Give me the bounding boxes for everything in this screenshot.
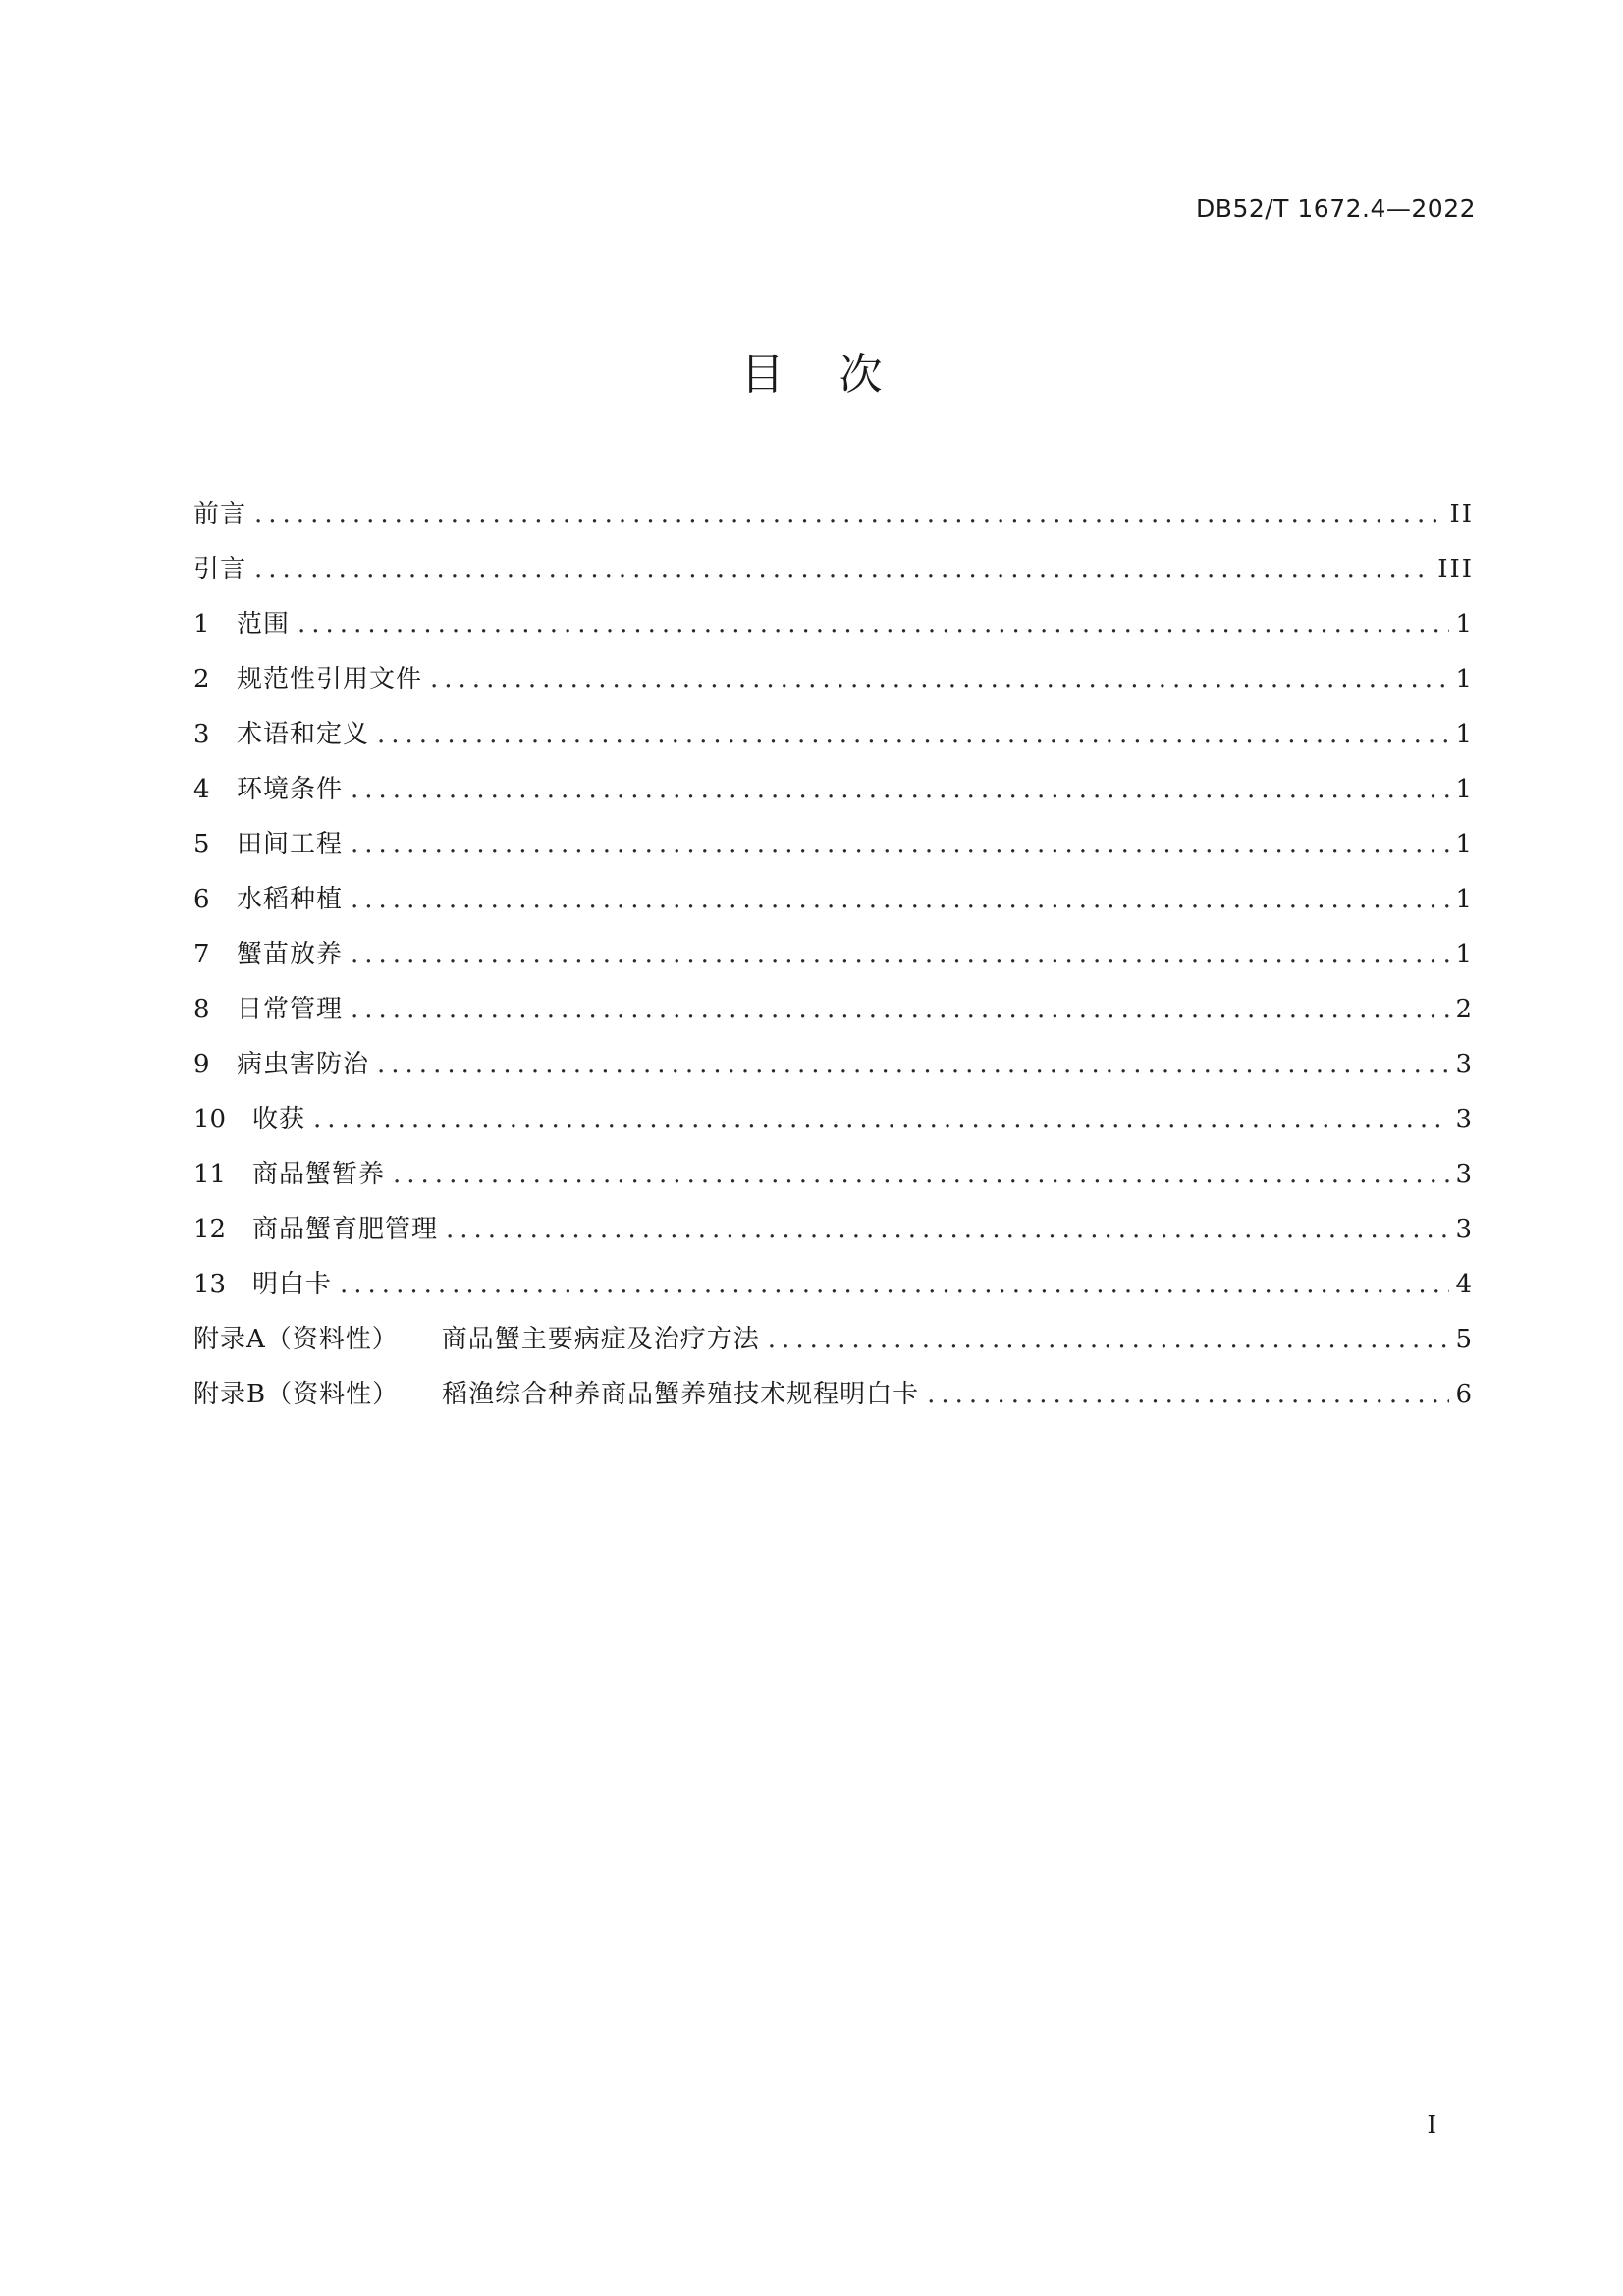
toc-entry-label: 术语和定义	[237, 720, 370, 749]
toc-entry-3[interactable]	[193, 707, 1474, 762]
toc-entry-11[interactable]	[193, 1147, 1474, 1202]
toc-entry-number: 13	[193, 1270, 227, 1299]
toc-entry-9[interactable]	[193, 1037, 1474, 1092]
toc-entry-number: 4	[193, 775, 210, 804]
toc-entry-page: 1	[1455, 610, 1474, 639]
dot-leader	[351, 817, 1449, 872]
toc-entry-number: 1	[193, 610, 210, 639]
dot-leader	[313, 1092, 1449, 1147]
toc-entry-4[interactable]	[193, 762, 1474, 817]
toc-entry-2[interactable]	[193, 652, 1474, 707]
page-number: I	[1427, 2111, 1436, 2139]
toc-entry-page: 1	[1455, 940, 1474, 969]
toc-entry-number: 8	[193, 995, 210, 1024]
toc-entry-label: 稻渔综合种养商品蟹养殖技术规程明白卡	[442, 1380, 920, 1409]
toc-entry-13[interactable]	[193, 1257, 1474, 1312]
toc-entry-label: 范围	[237, 610, 291, 639]
toc-entry-page: 3	[1455, 1160, 1474, 1189]
dot-leader	[393, 1147, 1449, 1202]
toc-entry-page: 4	[1455, 1270, 1474, 1299]
toc-entry-page: 1	[1455, 885, 1474, 914]
toc-entry-7[interactable]	[193, 927, 1474, 982]
dot-leader	[377, 707, 1449, 762]
dot-leader	[377, 1037, 1449, 1092]
toc-entry-page: 5	[1455, 1325, 1474, 1354]
toc-entry-1[interactable]	[193, 597, 1474, 652]
dot-leader	[254, 487, 1443, 542]
dot-leader	[254, 542, 1432, 597]
toc-entry-10[interactable]	[193, 1092, 1474, 1147]
toc-entry-label: 前言	[193, 500, 247, 529]
toc-entry-number: 9	[193, 1050, 210, 1079]
toc-entry-page: II	[1449, 500, 1474, 529]
toc-entry-number: 6	[193, 885, 210, 914]
toc-entry-number: 12	[193, 1215, 227, 1244]
toc-entry-foreword[interactable]	[193, 487, 1474, 542]
dot-leader	[927, 1367, 1449, 1422]
dot-leader	[768, 1312, 1450, 1367]
toc-entry-label: 田间工程	[237, 830, 344, 859]
toc-entry-page: 2	[1455, 995, 1474, 1024]
toc-entry-page: 6	[1455, 1380, 1474, 1409]
toc-entry-page: 1	[1455, 775, 1474, 804]
toc-entry-page: 3	[1455, 1215, 1474, 1244]
toc-entry-page: III	[1437, 555, 1474, 584]
toc-entry-label: 病虫害防治	[237, 1050, 370, 1079]
toc-entry-number: 2	[193, 665, 210, 694]
toc-entry-page: 3	[1455, 1105, 1474, 1134]
toc-entry-page: 1	[1455, 720, 1474, 749]
table-of-contents	[193, 487, 1474, 1422]
toc-entry-label: 水稻种植	[237, 885, 344, 914]
toc-title: 目 次	[740, 350, 883, 400]
toc-entry-page: 1	[1455, 665, 1474, 694]
toc-entry-label: 日常管理	[237, 995, 344, 1024]
dot-leader	[351, 927, 1449, 982]
toc-entry-number: 7	[193, 940, 210, 969]
toc-entry-label: 规范性引用文件	[237, 665, 423, 694]
toc-entry-label: 商品蟹主要病症及治疗方法	[441, 1325, 760, 1354]
toc-entry-page: 3	[1455, 1050, 1474, 1079]
toc-entry-number: 11	[193, 1160, 227, 1189]
toc-entry-8[interactable]	[193, 982, 1474, 1037]
toc-entry-number: 10	[193, 1105, 227, 1134]
toc-entry-number: 3	[193, 720, 210, 749]
toc-entry-label: 明白卡	[252, 1270, 333, 1299]
toc-entry-annex-b[interactable]	[193, 1367, 1474, 1422]
toc-entry-label: 蟹苗放养	[237, 940, 344, 969]
dot-leader	[298, 597, 1449, 652]
toc-annex-prefix: 附录A（资料性）	[193, 1325, 399, 1354]
toc-annex-prefix: 附录B（资料性）	[193, 1380, 400, 1409]
toc-entry-label: 收获	[252, 1105, 306, 1134]
dot-leader	[340, 1257, 1449, 1312]
toc-entry-12[interactable]	[193, 1202, 1474, 1257]
toc-entry-label: 商品蟹暂养	[252, 1160, 386, 1189]
toc-entry-6[interactable]	[193, 872, 1474, 927]
document-code: DB52/T 1672.4—2022	[1196, 194, 1476, 223]
dot-leader	[351, 872, 1449, 927]
toc-entry-introduction[interactable]	[193, 542, 1474, 597]
toc-entry-number: 5	[193, 830, 210, 859]
toc-entry-5[interactable]	[193, 817, 1474, 872]
dot-leader	[351, 982, 1449, 1037]
toc-entry-page: 1	[1455, 830, 1474, 859]
toc-entry-annex-a[interactable]	[193, 1312, 1474, 1367]
toc-entry-label: 环境条件	[237, 775, 344, 804]
dot-leader	[446, 1202, 1449, 1257]
toc-entry-label: 商品蟹育肥管理	[252, 1215, 439, 1244]
dot-leader	[351, 762, 1449, 817]
toc-entry-label: 引言	[193, 555, 247, 584]
dot-leader	[430, 652, 1449, 707]
